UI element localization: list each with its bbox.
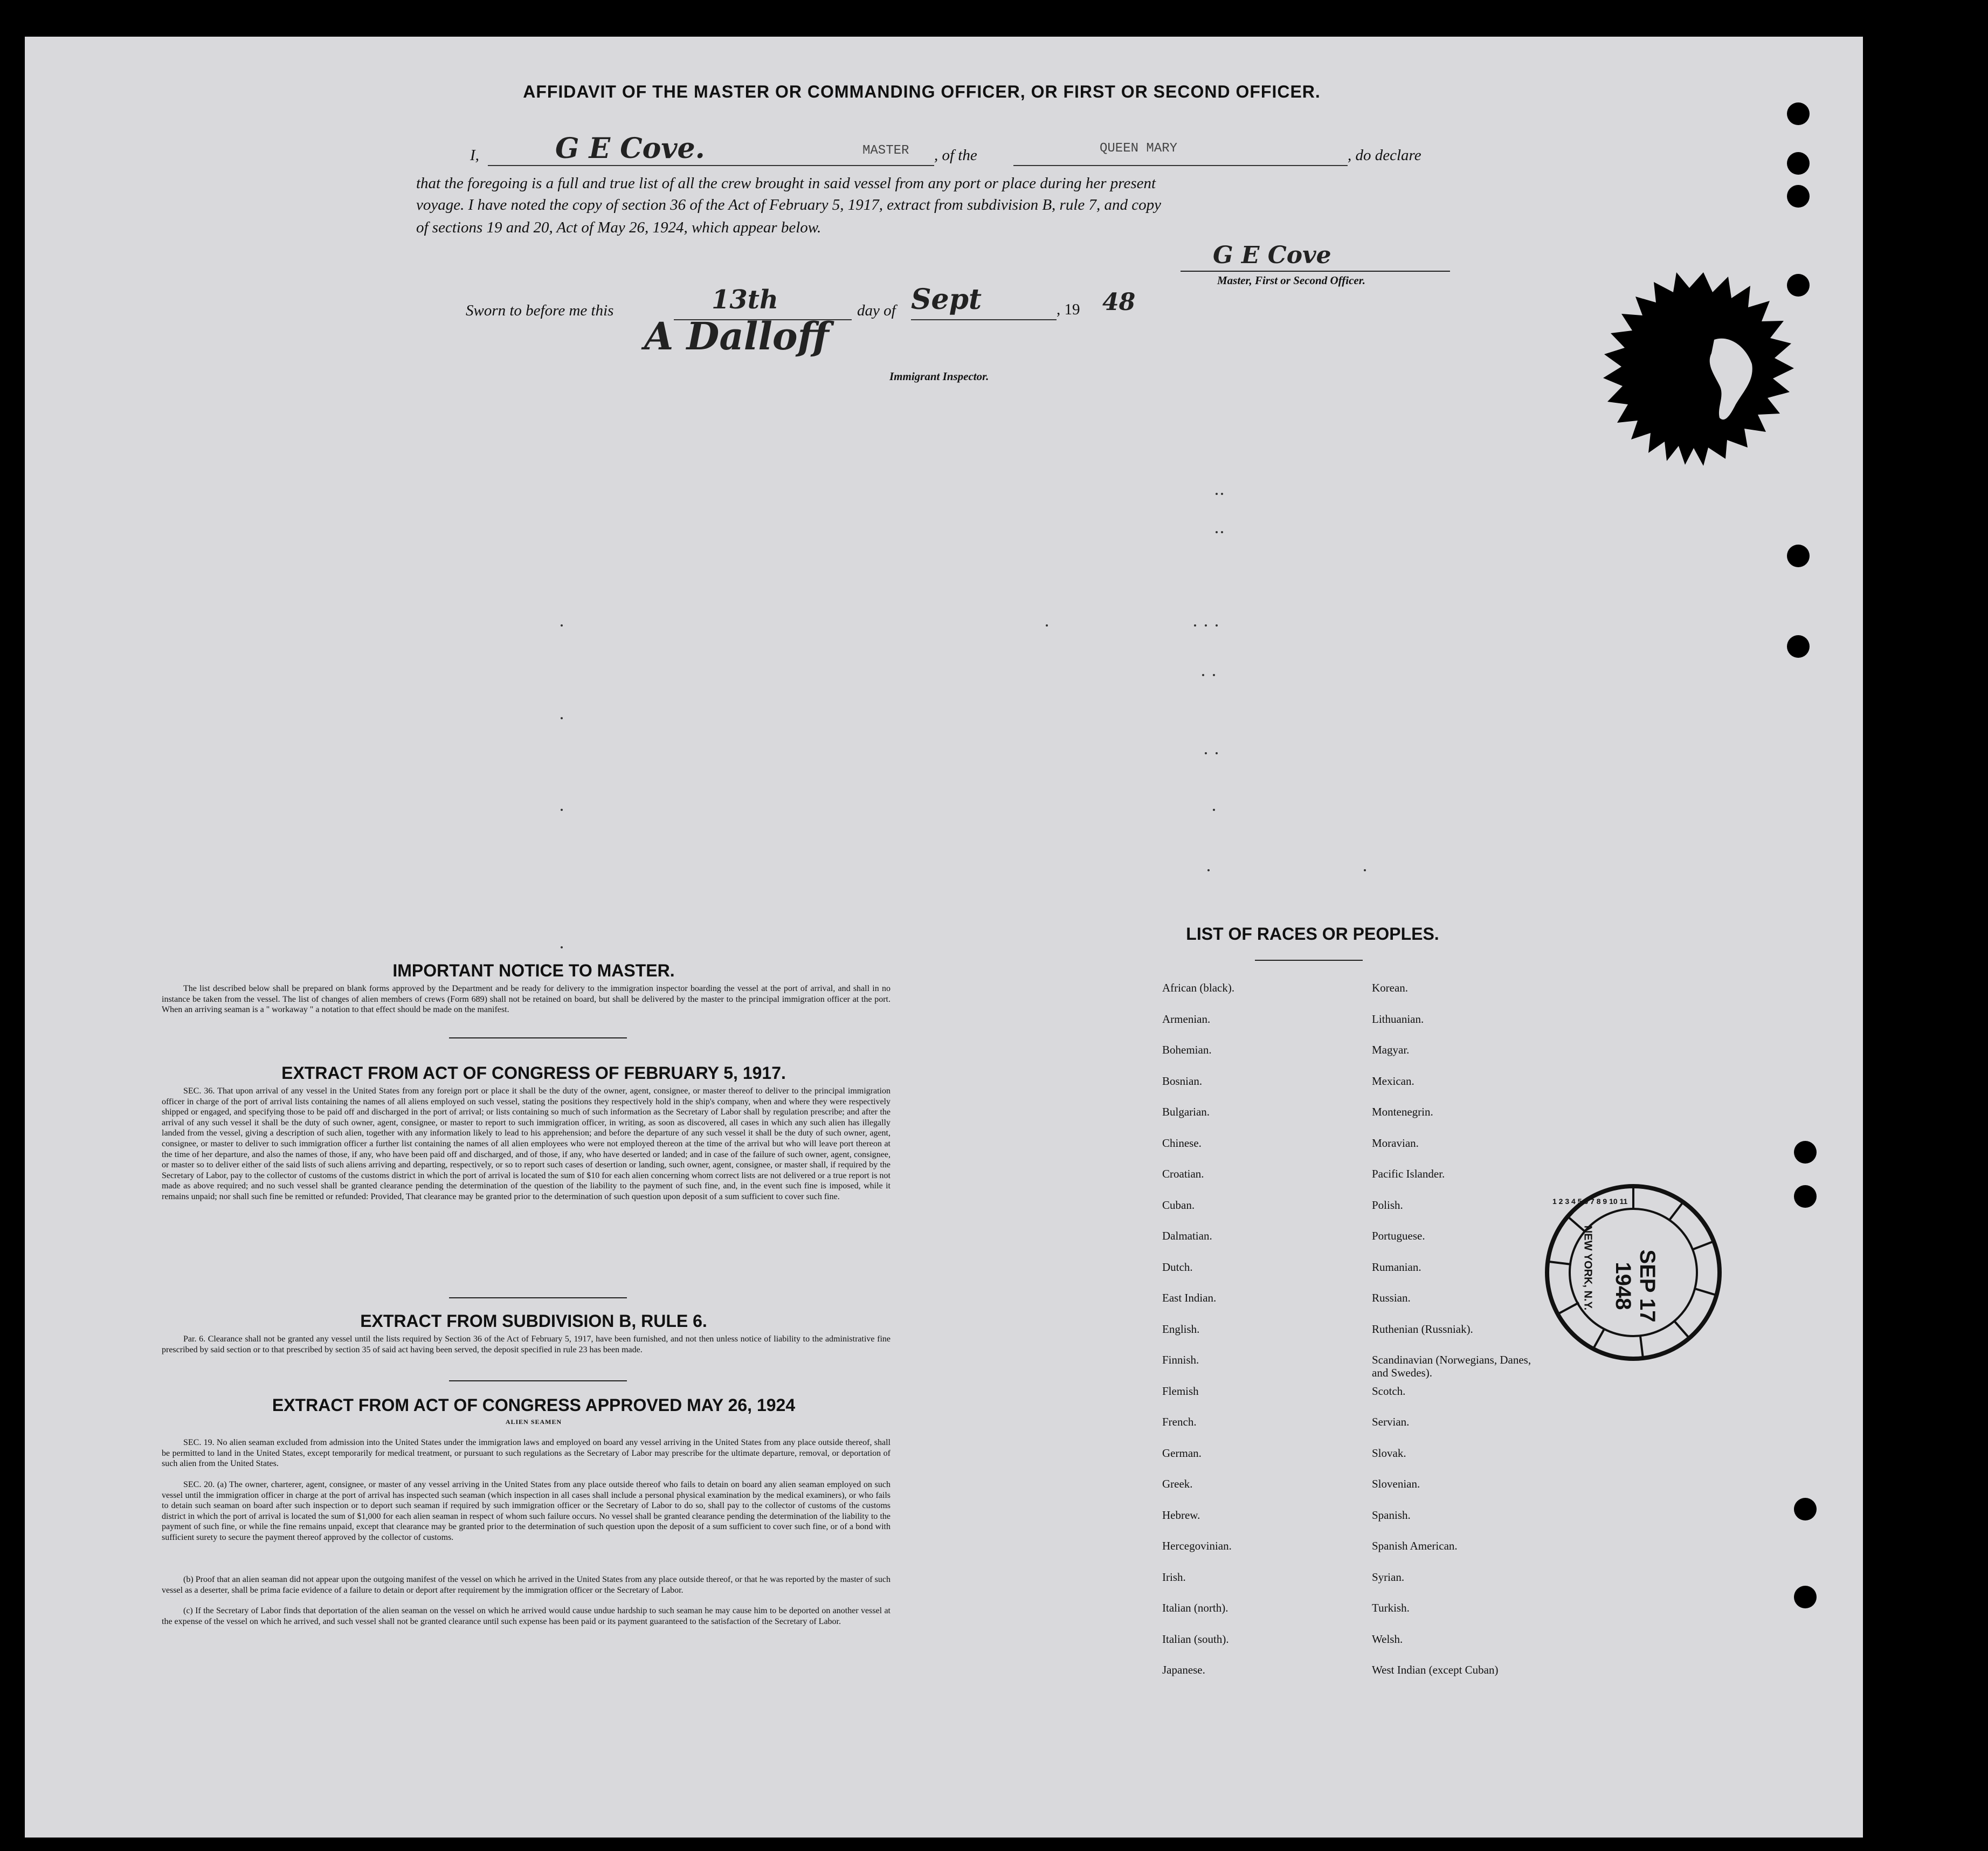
affidavit-title: AFFIDAVIT OF THE MASTER OR COMMANDING OFFICER, OR FIRST OR SECOND OFFICER.	[523, 82, 1321, 101]
race-item: Moravian.	[1372, 1136, 1419, 1150]
race-item: Montenegrin.	[1372, 1105, 1433, 1118]
race-item: Hercegovinian.	[1162, 1539, 1232, 1552]
race-item: Spanish American.	[1372, 1539, 1458, 1552]
race-item: West Indian (except Cuban)	[1372, 1663, 1499, 1676]
race-item: Bosnian.	[1162, 1074, 1203, 1088]
section-divider	[449, 1380, 627, 1381]
master-name-blank	[488, 165, 934, 166]
race-item: Greek.	[1162, 1477, 1193, 1490]
punch-hole	[1787, 635, 1810, 658]
race-item: Slovenian.	[1372, 1477, 1420, 1490]
punch-hole	[1794, 1141, 1817, 1164]
punch-hole	[1787, 185, 1810, 208]
affidavit-do-declare: , do declare	[1348, 147, 1421, 164]
race-item: Flemish	[1162, 1384, 1199, 1398]
affidavit-i-label: I,	[470, 147, 479, 164]
race-item: Dutch.	[1162, 1260, 1193, 1274]
vessel-typed: QUEEN MARY	[1100, 141, 1178, 156]
punch-hole	[1787, 274, 1810, 297]
punch-hole	[1794, 1185, 1817, 1208]
signature-line	[1181, 271, 1450, 272]
race-item: Scotch.	[1372, 1384, 1406, 1398]
sworn-label: Sworn to before me this	[466, 302, 614, 319]
stamp-ring-digits: 1 2 3 4 5 6 7 8 9 10 11	[1552, 1197, 1628, 1206]
race-item: English.	[1162, 1322, 1200, 1336]
race-item: Japanese.	[1162, 1663, 1205, 1676]
stamp-place: NEW YORK, N.Y.	[1582, 1225, 1594, 1311]
affidavit-line-3: voyage. I have noted the copy of section 36 of the Act of February 5, 1917, extract from subdivision B, rule 7, and copy	[416, 196, 1162, 214]
race-item: Polish.	[1372, 1198, 1403, 1212]
race-item: Servian.	[1372, 1415, 1410, 1428]
extract-1924-title: EXTRACT FROM ACT OF CONGRESS APPROVED MAY 26, 1924	[272, 1395, 796, 1415]
section-divider	[449, 1297, 627, 1298]
month-blank	[911, 319, 1057, 320]
races-right-column	[1372, 981, 1550, 1695]
race-item: African (black).	[1162, 981, 1235, 994]
race-item: Syrian.	[1372, 1570, 1405, 1584]
extract-1924-sec20c: (c) If the Secretary of Labor finds that deportation of the alien seaman on the vessel on which he arrived would cause undue hardship to such seaman he may cause him to be deported on another vessel at the expense of the vessel on which he arrived, and such vessel shall not be granted clearance until such expense has been paid or its payment guaranteed to the satisfaction of the Secretary of Labor.	[162, 1606, 891, 1626]
race-item: Hebrew.	[1162, 1508, 1200, 1522]
race-item: Italian (north).	[1162, 1601, 1228, 1614]
race-item: Finnish.	[1162, 1353, 1199, 1366]
race-item: Turkish.	[1372, 1601, 1410, 1614]
stamp-date: SEP 17 1948	[1611, 1249, 1659, 1323]
affidavit-line-4: of sections 19 and 20, Act of May 26, 1924, which appear below.	[416, 219, 822, 236]
punch-hole	[1794, 1586, 1817, 1608]
race-item: Scandinavian (Norwegians, Danes, and Swedes).	[1372, 1353, 1531, 1379]
extract-1924-sec20b: (b) Proof that an alien seaman did not appear upon the outgoing manifest of the vessel on which he arrived in the United States from any place outside thereof, or that he was reported by the master of such vessel as a deserter, shall be prima facie evidence of a failure to detain or deport after requirement by the immigration officer or the Secretary of Labor.	[162, 1575, 891, 1595]
race-item: Ruthenian (Russniak).	[1372, 1322, 1473, 1336]
extract-1917-body: SEC. 36. That upon arrival of any vessel in the United States from any foreign port or place it shall be the duty of the owner, agent, consignee, or master thereof to deliver to the principal immigration officer in charge of the port of arrival lists containing the names of all aliens employed on such vessel, stating the positions they respectively hold in the ship's company, when and where they were respectively shipped or engaged, and specifying those to be paid off and discharged in the port of arrival; or lists containing so much of such information as the Secretary of Labor shall by regulation prescribe; and after the arrival of any such vessel it shall be the duty of such owner, agent, consignee, or master to report to such immigration officer, in writing, as soon as discovered, all cases in which any such alien has illegally landed from the vessel, giving a description of such alien, together with any information likely to lead to his apprehension; and before the departure of any such vessel it shall be the duty of such owner, agent, consignee, or master to deliver to such immigration officer a further list containing the names of all alien employees who were not employed thereon at the time of the arrival but who will leave port thereon at the time of her departure, and also the names of those, if any, who have been paid off and discharged, and of those, if any, who have deserted or landed; and in case of the failure of such owner, agent, consignee, or master so to deliver either of the said lists of such aliens arriving and departing, respectively, or so to report such cases of desertion or landing, such owner, agent, consignee, or master shall, if required by the Secretary of Labor, pay to the collector of customs of the customs district in which the port of arrival is located the sum of $10 for each alien concerning whom correct lists are not delivered or a true report is not made as above required; and no such vessel shall be granted clearance pending the determination of the question of the liability to the payment of such fine, and, in the event such fine is imposed, while it remains unpaid; nor shall such fine be remitted or refunded: Provided, That clearance may be granted prior to the determination of such question upon deposit of a sum sufficient to cover such fine.	[162, 1086, 891, 1201]
extract-1917-title: EXTRACT FROM ACT OF CONGRESS OF FEBRUARY 5, 1917.	[281, 1063, 786, 1083]
race-item: Italian (south).	[1162, 1632, 1229, 1646]
race-item: Welsh.	[1372, 1632, 1403, 1646]
punch-hole	[1787, 545, 1810, 567]
arrival-stamp	[1542, 1181, 1725, 1364]
race-item: Korean.	[1372, 981, 1409, 994]
affidavit-line-2: that the foregoing is a full and true list of all the crew brought in said vessel from any port or place during her present	[416, 175, 1156, 192]
races-left-column	[1162, 981, 1356, 1695]
race-item: Croatian.	[1162, 1167, 1204, 1180]
punch-hole	[1794, 1498, 1817, 1520]
race-item: East Indian.	[1162, 1291, 1217, 1304]
race-item: Portuguese.	[1372, 1229, 1425, 1242]
day-of-label: day of	[857, 302, 896, 319]
inspector-caption: Immigrant Inspector.	[889, 370, 989, 383]
race-item: Dalmatian.	[1162, 1229, 1212, 1242]
punch-hole	[1787, 102, 1810, 125]
year-handwritten: 48	[1102, 288, 1136, 316]
race-item: Pacific Islander.	[1372, 1167, 1445, 1180]
notice-title: IMPORTANT NOTICE TO MASTER.	[392, 961, 675, 980]
embossed-seal-icon	[1590, 272, 1817, 504]
extract-rule6-body: Par. 6. Clearance shall not be granted any vessel until the lists required by Section 36 of the Act of February 5, 1917, have been furnished, and not then unless notice of liability to the administrative fine prescribed by said section or to that prescribed by section 35 of said act having been served, the deposit specified in rule 23 has been made.	[162, 1334, 891, 1354]
race-item: Bohemian.	[1162, 1043, 1212, 1056]
race-item: Slovak.	[1372, 1446, 1406, 1460]
notice-body: The list described below shall be prepared on blank forms approved by the Department and be ready for delivery to the immigration inspector boarding the vessel at the port of arrival, and shall in no instance be taken from the vessel. The list of changes of alien members of crews (Form 689) shall not be retained on board, but shall be delivered by the master to the principal immigration officer at the port. When an arriving seaman is a " workaway " a notation to that effect should be made on the manifest.	[162, 984, 891, 1015]
signature-caption: Master, First or Second Officer.	[1217, 274, 1365, 287]
month-handwritten: Sept	[911, 283, 982, 316]
races-divider	[1255, 960, 1363, 961]
extract-rule6-title: EXTRACT FROM SUBDIVISION B, RULE 6.	[360, 1311, 707, 1331]
race-item: Spanish.	[1372, 1508, 1411, 1522]
race-item: Bulgarian.	[1162, 1105, 1210, 1118]
year-printed: , 19	[1057, 301, 1080, 318]
punch-hole	[1787, 152, 1810, 175]
extract-1924-sec20a: SEC. 20. (a) The owner, charterer, agent, consignee, or master of any vessel arriving in the United States from any place outside thereof who fails to detain on board any alien seaman employed on such vessel until the immigration officer in charge at the port of arrival has inspected such seaman (which inspection in all cases shall include a personal physical examination by the medical examiners), or who fails to detain such seaman on board after such inspection or to deport such seaman if required by such immigration officer or the Secretary of Labor to do so, shall pay to the collector of customs of the customs district in which the port of arrival is located the sum of $1,000 for each alien seaman in respect of whom such failure occurs. No vessel shall be granted clearance pending the determination of the liability to the payment of such fine, or while the fine remains unpaid, except that clearance may be granted prior to the determination of such question upon the deposit of a sum sufficient to cover such fine, or of a bond with sufficient surety to secure the payment thereof approved by the collector of customs.	[162, 1480, 891, 1542]
race-item: Magyar.	[1372, 1043, 1410, 1056]
master-signature: G E Cove	[1213, 242, 1331, 269]
races-title: LIST OF RACES OR PEOPLES.	[1186, 924, 1439, 944]
affidavit-of-the: , of the	[934, 147, 977, 164]
race-item: Irish.	[1162, 1570, 1186, 1584]
extract-1924-subtitle: ALIEN SEAMEN	[505, 1418, 562, 1426]
race-item: Rumanian.	[1372, 1260, 1421, 1274]
race-item: Lithuanian.	[1372, 1012, 1424, 1026]
race-item: Chinese.	[1162, 1136, 1202, 1150]
race-item: Armenian.	[1162, 1012, 1211, 1026]
race-item: French.	[1162, 1415, 1197, 1428]
vessel-blank	[1013, 165, 1348, 166]
rank-typed: MASTER	[862, 143, 909, 158]
race-item: German.	[1162, 1446, 1202, 1460]
extract-1924-sec19: SEC. 19. No alien seaman excluded from admission into the United States under the immigration laws and employed on board any vessel arriving in the United States from any place outside thereof, shall be permitted to land in the United States, except temporarily for medical treatment, or pursuant to such regulations as the Secretary of Labor may prescribe for the ultimate departure, removal, or deportation of such alien from the United States.	[162, 1438, 891, 1469]
master-name-handwritten: G E Cove.	[555, 132, 705, 165]
race-item: Cuban.	[1162, 1198, 1195, 1212]
race-item: Russian.	[1372, 1291, 1411, 1304]
section-divider	[449, 1037, 627, 1038]
day-handwritten: 13th	[712, 285, 778, 315]
inspector-signature: A Dalloff	[644, 314, 829, 359]
race-item: Mexican.	[1372, 1074, 1414, 1088]
